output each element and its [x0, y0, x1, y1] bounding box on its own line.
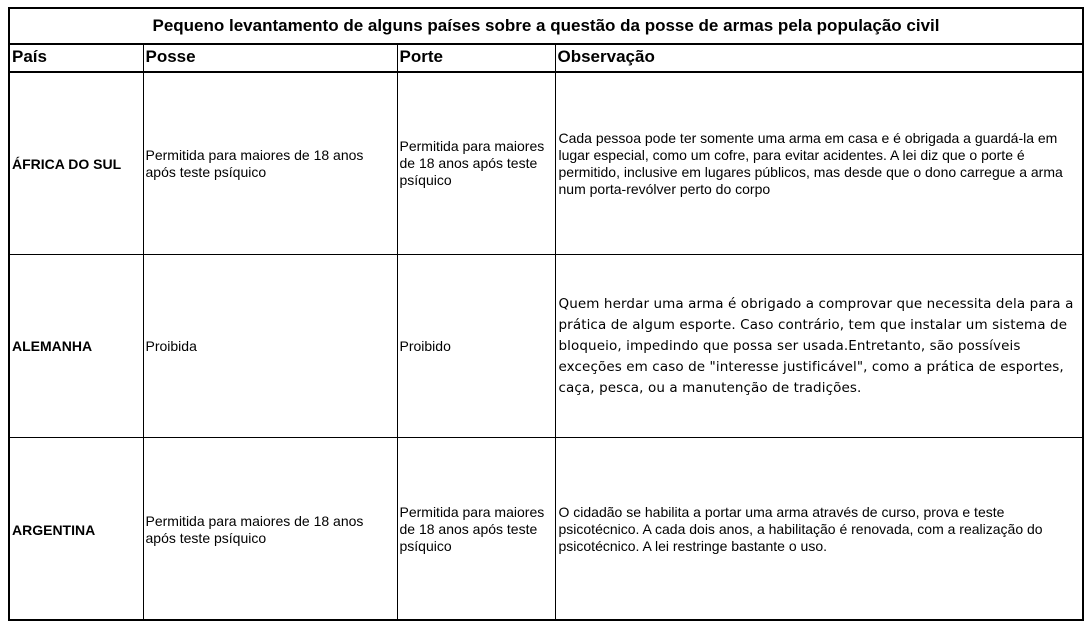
cell-porte: Permitida para maiores de 18 anos após teste psíquico	[397, 438, 555, 622]
gun-ownership-table	[10, 45, 1082, 621]
table-row	[10, 72, 1082, 255]
cell-posse: Permitida para maiores de 18 anos após teste psíquico	[143, 438, 397, 622]
header-observacao: Observação	[555, 45, 1082, 72]
table-row	[10, 438, 1082, 622]
spreadsheet-table	[8, 7, 1084, 621]
cell-pais: ALEMANHA	[10, 255, 143, 438]
table-row	[10, 255, 1082, 438]
header-posse: Posse	[143, 45, 397, 72]
cell-porte: Proibido	[397, 255, 555, 438]
table-title: Pequeno levantamento de alguns países sobre a questão da posse de armas pela população civil	[10, 9, 1082, 45]
header-pais: País	[10, 45, 143, 72]
cell-posse: Permitida para maiores de 18 anos após teste psíquico	[143, 72, 397, 255]
header-row	[10, 45, 1082, 72]
cell-observacao: Cada pessoa pode ter somente uma arma em casa e é obrigada a guardá-la em lugar especial, como um cofre, para evitar acidentes. A lei diz que o porte é permitido, inclusive em lugares públicos, mas desde que o dono carregue a arma num porta-revólver perto do corpo	[555, 72, 1082, 255]
cell-posse: Proibida	[143, 255, 397, 438]
cell-pais: ARGENTINA	[10, 438, 143, 622]
header-porte: Porte	[397, 45, 555, 72]
cell-observacao: O cidadão se habilita a portar uma arma através de curso, prova e teste psicotécnico. A cada dois anos, a habilitação é renovada, com a realização do psicotécnico. A lei restringe bastante o uso.	[558, 504, 1043, 554]
cell-porte: Permitida para maiores de 18 anos após teste psíquico	[397, 72, 555, 255]
cell-pais: ÁFRICA DO SUL	[10, 72, 143, 255]
cell-observacao: Quem herdar uma arma é obrigado a comprovar que necessita dela para a prática de algum esporte. Caso contrário, tem que instalar um sistema de bloqueio, impedindo que possa ser usada.Entretanto, são possíveis exceções em caso de "interesse justificável", como a prática de esportes, caça, pesca, ou a manutenção de tradições.	[555, 255, 1082, 438]
